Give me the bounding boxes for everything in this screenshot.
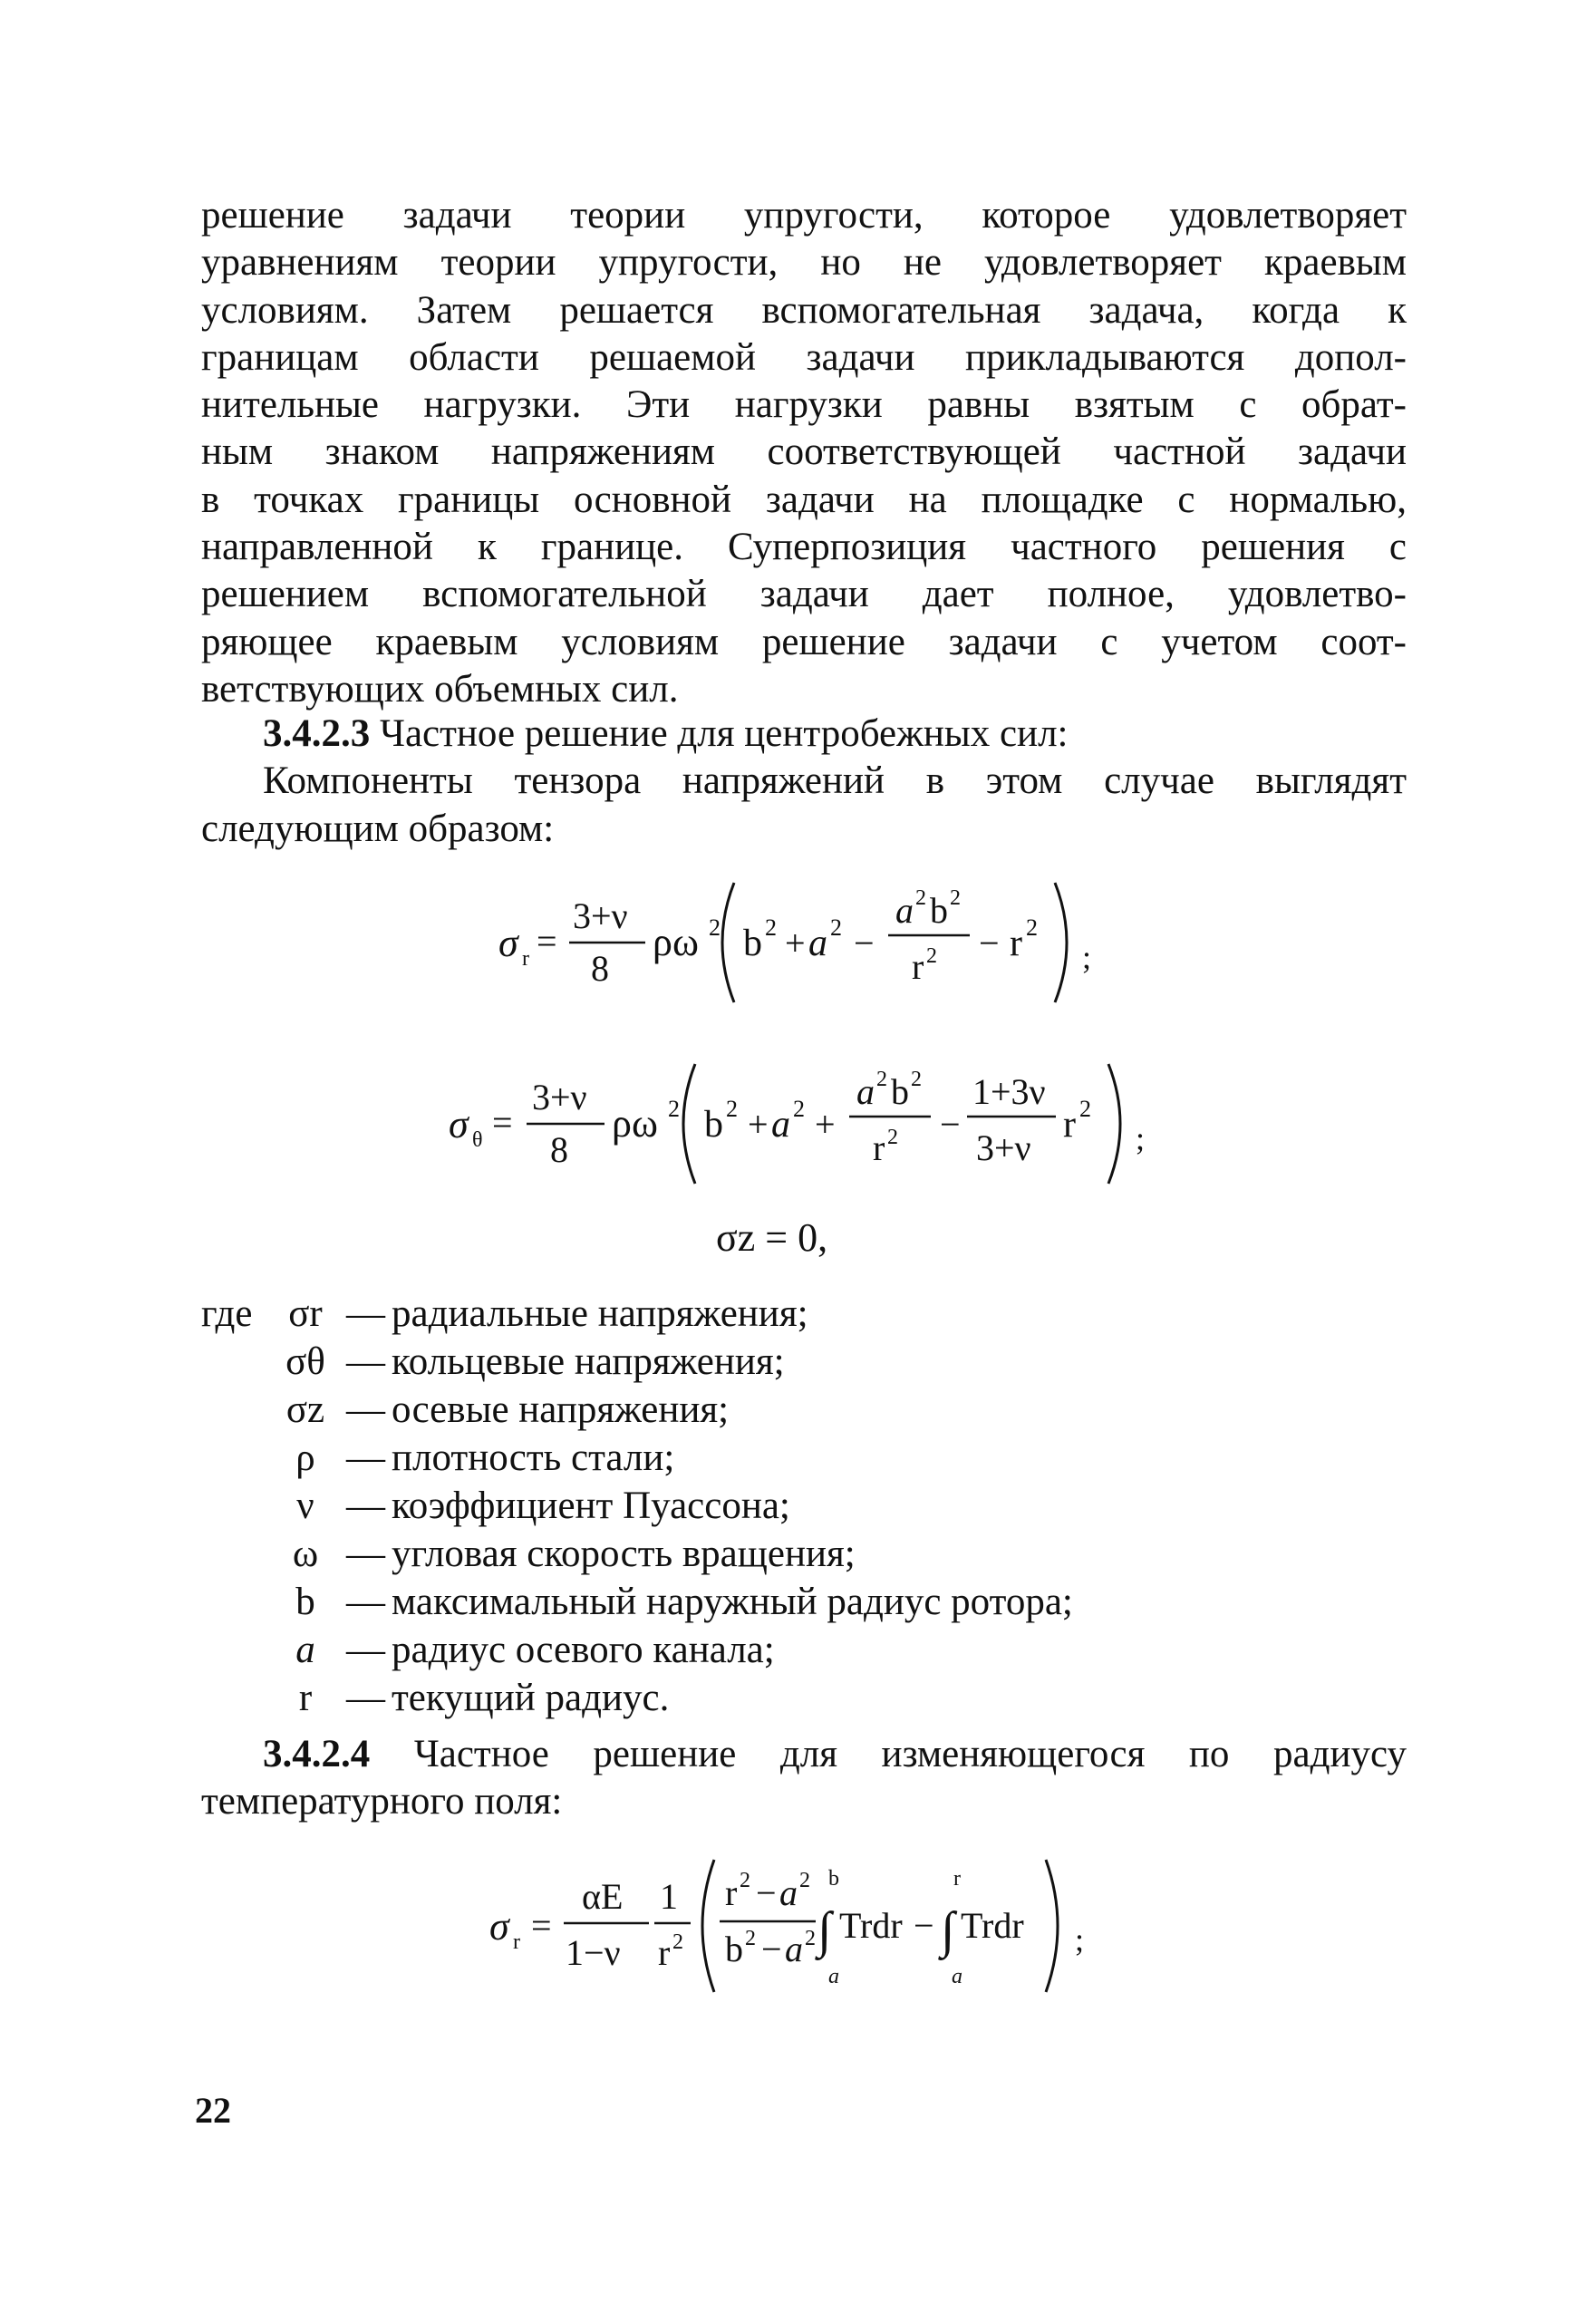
svg-text:−: −: [914, 1905, 934, 1946]
section-3424: [201, 1731, 1407, 1826]
svg-text:+: +: [815, 1104, 836, 1145]
svg-text:r: r: [873, 1127, 885, 1168]
definition-text: кольцевые напряжения;: [392, 1340, 785, 1383]
text-line: следующим образом:: [201, 807, 555, 850]
text-line: ным знаком напряжениям соответствующей частной задачи: [201, 430, 1407, 474]
svg-text:2: 2: [915, 886, 926, 910]
list-item: [201, 1532, 1379, 1580]
svg-text:αE: αE: [582, 1876, 624, 1917]
text-line: границам области решаемой задачи прикладываются допол-: [201, 335, 1407, 379]
svg-text:r: r: [522, 947, 529, 971]
svg-text:b: b: [725, 1929, 743, 1969]
svg-text:2: 2: [726, 1096, 738, 1122]
equation-sigma-r: [489, 870, 1124, 1025]
svg-text:;: ;: [1136, 1120, 1146, 1156]
svg-text:b: b: [704, 1104, 723, 1146]
symbol: b: [295, 1581, 315, 1623]
section-heading: [201, 1731, 1407, 1778]
svg-text:+: +: [785, 923, 806, 963]
svg-text:3+ν: 3+ν: [976, 1127, 1031, 1168]
svg-text:r: r: [658, 1932, 671, 1973]
svg-text:2: 2: [765, 914, 777, 941]
equation-sigma-r-thermal: [480, 1849, 1133, 2013]
svg-text:−: −: [940, 1104, 961, 1145]
equation-sigma-theta: [440, 1051, 1183, 1206]
list-item: [201, 1580, 1379, 1628]
svg-text:σ: σ: [449, 1102, 469, 1146]
dash: —: [346, 1677, 385, 1719]
dash: —: [346, 1292, 385, 1335]
dash: —: [346, 1436, 385, 1479]
svg-text:r: r: [953, 1867, 961, 1891]
list-item: [201, 1628, 1379, 1676]
svg-text:2: 2: [1079, 1096, 1091, 1122]
svg-text:−: −: [761, 1929, 782, 1969]
svg-text:−: −: [756, 1872, 777, 1913]
svg-text:Trdr: Trdr: [839, 1905, 903, 1946]
svg-text:b: b: [743, 923, 762, 964]
section-title: Частное решение для изменяющегося по радиусу: [370, 1733, 1407, 1775]
svg-text:8: 8: [550, 1129, 568, 1170]
svg-text:=: =: [537, 921, 557, 962]
text-line: Компоненты тензора напряжений в этом случае выглядят: [263, 759, 1407, 803]
svg-text:2: 2: [830, 914, 842, 941]
svg-text:2: 2: [1026, 914, 1038, 941]
list-item: [201, 1436, 1379, 1484]
svg-text:a: a: [808, 923, 827, 964]
svg-text:a: a: [952, 1965, 962, 1988]
definition-text: текущий радиус.: [392, 1677, 670, 1719]
definitions-lead: где: [201, 1292, 253, 1335]
symbol: a: [295, 1629, 315, 1671]
svg-text:2: 2: [805, 1927, 816, 1950]
svg-text:=: =: [531, 1905, 552, 1946]
svg-text:−: −: [854, 923, 875, 963]
svg-text:Trdr: Trdr: [961, 1905, 1024, 1946]
section-number: 3.4.2.3: [263, 712, 371, 755]
svg-text:1−ν: 1−ν: [566, 1932, 621, 1973]
dash: —: [346, 1340, 385, 1383]
svg-text:2: 2: [672, 1930, 683, 1954]
svg-text:θ: θ: [472, 1128, 483, 1152]
svg-text:2: 2: [876, 1068, 887, 1091]
svg-text:2: 2: [709, 914, 721, 941]
list-item: [201, 1388, 1379, 1436]
text-line: направленной к границе. Суперпозиция частного решения с: [201, 526, 1407, 569]
symbol: ω: [292, 1533, 319, 1575]
svg-text:2: 2: [745, 1927, 756, 1950]
definition-text: радиус осевого канала;: [392, 1629, 775, 1671]
svg-text:2: 2: [740, 1869, 750, 1892]
dash: —: [346, 1485, 385, 1527]
svg-text:b: b: [930, 890, 948, 931]
svg-text:r: r: [513, 1930, 520, 1954]
text-line: температурного поля:: [201, 1780, 563, 1823]
symbol: σr: [288, 1292, 323, 1335]
svg-text:2: 2: [668, 1096, 680, 1122]
equation-sigma-z: σz = 0,: [716, 1215, 828, 1260]
svg-text:r: r: [912, 946, 924, 987]
section-number: 3.4.2.4: [263, 1733, 371, 1775]
svg-text:ρω: ρω: [653, 920, 699, 964]
dash: —: [346, 1533, 385, 1575]
symbol: σθ: [285, 1340, 325, 1383]
svg-text:r: r: [725, 1872, 738, 1913]
text-line: ветствующих объемных сил.: [201, 667, 679, 711]
symbol: ρ: [295, 1436, 315, 1479]
svg-text:1+3ν: 1+3ν: [972, 1071, 1046, 1112]
text-line: условиям. Затем решается вспомогательная задача, когда к: [201, 288, 1407, 332]
svg-text:σ: σ: [489, 1904, 509, 1949]
dash: —: [346, 1581, 385, 1623]
svg-text:a: a: [895, 890, 914, 931]
definition-text: угловая скорость вращения;: [392, 1533, 856, 1575]
svg-text:+: +: [748, 1104, 769, 1145]
text-line: решение задачи теории упругости, которое удовлетворяет: [201, 194, 1407, 237]
svg-text:a: a: [828, 1965, 839, 1988]
svg-text:a: a: [779, 1872, 798, 1913]
list-item: [201, 1484, 1379, 1532]
text-line: уравнениям теории упругости, но не удовлетворяет краевым: [201, 241, 1407, 285]
svg-text:∫: ∫: [941, 1902, 955, 1959]
svg-text:2: 2: [950, 886, 961, 910]
svg-text:b: b: [891, 1071, 909, 1112]
text-line: решением вспомогательной задачи дает полное, удовлетво-: [201, 573, 1407, 616]
symbol: σz: [285, 1388, 325, 1431]
intro-paragraph: [201, 192, 1407, 713]
page-number: 22: [195, 2090, 231, 2131]
svg-text:−: −: [979, 923, 1000, 963]
svg-text:3+ν: 3+ν: [573, 895, 628, 936]
definition-text: плотность стали;: [392, 1436, 675, 1479]
dash: —: [346, 1629, 385, 1671]
section-3423: [201, 711, 1407, 853]
symbol: r: [298, 1677, 313, 1719]
definition-text: осевые напряжения;: [392, 1388, 730, 1431]
svg-text:a: a: [771, 1104, 790, 1146]
section-title: Частное решение для центробежных сил:: [370, 712, 1069, 755]
list-item: [201, 1676, 1379, 1724]
svg-text:2: 2: [887, 1126, 898, 1149]
definition-text: коэффициент Пуассона;: [392, 1485, 790, 1527]
svg-text:2: 2: [926, 944, 937, 968]
definition-text: максимальный наружный радиус ротора;: [392, 1581, 1073, 1623]
svg-text:2: 2: [799, 1869, 810, 1892]
svg-text:σ: σ: [498, 921, 518, 965]
svg-text:r: r: [1063, 1104, 1076, 1146]
svg-text:8: 8: [591, 948, 609, 989]
definition-text: радиальные напряжения;: [392, 1292, 808, 1335]
text-line: нительные нагрузки. Эти нагрузки равны взятым с обрат-: [201, 383, 1407, 427]
text-line: в точках границы основной задачи на площадке с нормалью,: [201, 478, 1407, 521]
svg-text:2: 2: [793, 1096, 805, 1122]
text-line: ряющее краевым условиям решение задачи с учетом соот-: [201, 620, 1407, 663]
definitions-list: [201, 1291, 1379, 1724]
svg-text:1: 1: [660, 1876, 678, 1917]
section-heading: [201, 711, 1407, 758]
svg-text:;: ;: [1075, 1921, 1085, 1958]
svg-text:2: 2: [911, 1068, 922, 1091]
svg-text:ρω: ρω: [612, 1101, 658, 1146]
symbol: ν: [296, 1485, 314, 1527]
svg-text:=: =: [492, 1102, 513, 1143]
dash: —: [346, 1388, 385, 1431]
svg-text:∫: ∫: [817, 1902, 832, 1959]
svg-text:;: ;: [1082, 939, 1092, 975]
svg-text:3+ν: 3+ν: [532, 1077, 587, 1117]
svg-text:b: b: [828, 1867, 839, 1891]
svg-text:a: a: [785, 1929, 803, 1969]
svg-text:r: r: [1010, 923, 1022, 964]
list-item: [201, 1291, 1379, 1340]
svg-text:a: a: [856, 1071, 875, 1112]
list-item: [201, 1340, 1379, 1388]
